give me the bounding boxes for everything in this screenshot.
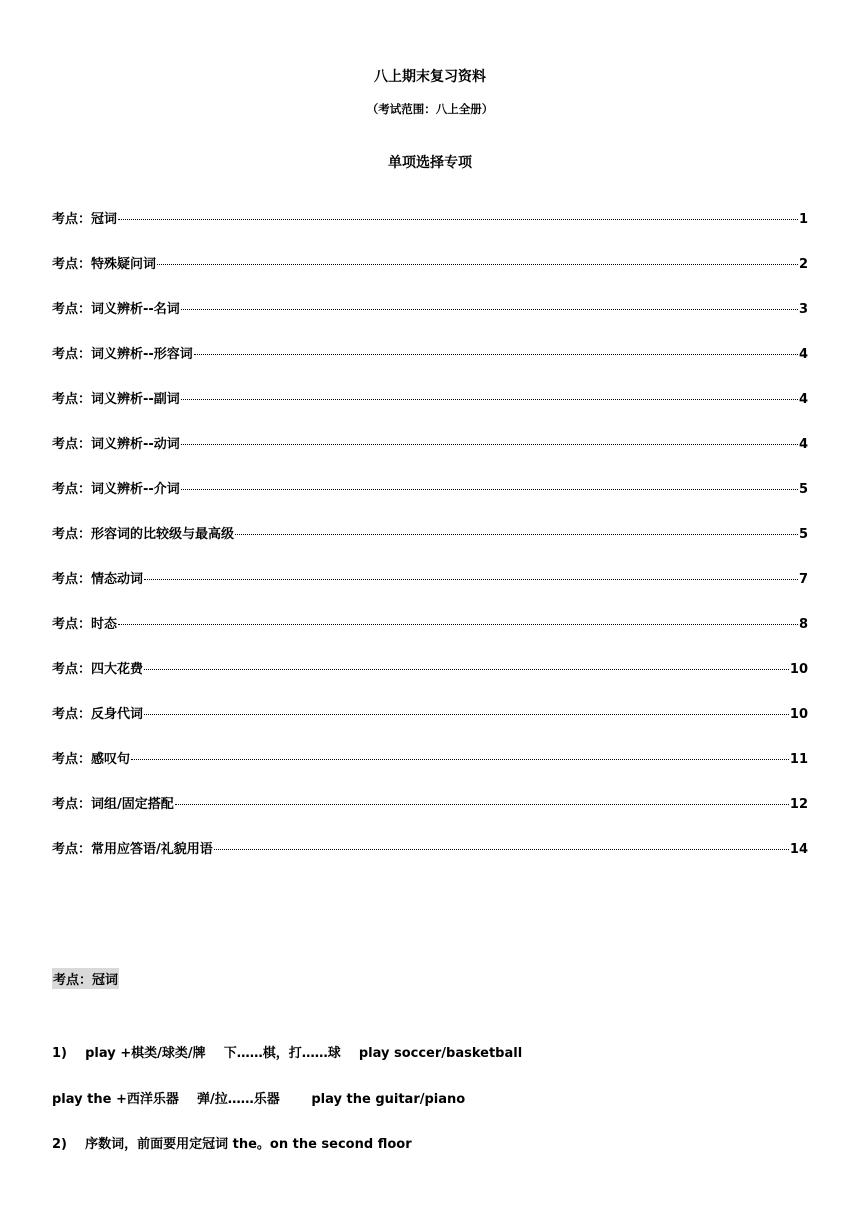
- toc-entry[interactable]: [52, 298, 808, 343]
- toc-page-number: 4: [798, 347, 808, 362]
- toc-entry-label: 考点：词义辨析--动词: [52, 437, 180, 452]
- toc-dot-leader: [144, 714, 789, 715]
- toc-entry[interactable]: [52, 388, 808, 433]
- toc-dot-leader: [181, 444, 798, 445]
- document-title: 八上期末复习资料: [374, 69, 486, 85]
- toc-page-number: 12: [789, 797, 808, 812]
- toc-page-number: 5: [798, 527, 808, 542]
- toc-entry[interactable]: [52, 703, 808, 748]
- toc-dot-leader: [157, 264, 798, 265]
- toc-dot-leader: [118, 624, 798, 625]
- toc-entry[interactable]: [52, 478, 808, 523]
- toc-entry[interactable]: [52, 793, 808, 838]
- toc-page-number: 14: [789, 842, 808, 857]
- body-line: 1) play +棋类/球类/牌 下……棋，打……球 play soccer/basketball: [52, 1046, 523, 1061]
- toc-entry-label: 考点：形容词的比较级与最高级: [52, 527, 235, 542]
- body-line: 2) 序数词，前面要用定冠词 the。on the second floor: [52, 1137, 412, 1152]
- toc-page-number: 4: [798, 392, 808, 407]
- toc-dot-leader: [144, 669, 789, 670]
- toc-entry-label: 考点：感叹句: [52, 752, 131, 767]
- toc-dot-leader: [144, 579, 798, 580]
- toc-entry-label: 考点：四大花费: [52, 662, 144, 677]
- toc-entry-label: 考点：词义辨析--名词: [52, 302, 180, 317]
- toc-entry[interactable]: [52, 748, 808, 793]
- document-subtitle: （考试范围：八上全册）: [366, 102, 494, 116]
- toc-page-number: 7: [798, 572, 808, 587]
- toc-dot-leader: [181, 489, 798, 490]
- toc-page-number: 5: [798, 482, 808, 497]
- toc-entry-label: 考点：情态动词: [52, 572, 144, 587]
- toc-dot-leader: [181, 399, 798, 400]
- toc-page-number: 3: [798, 302, 808, 317]
- toc-entry[interactable]: [52, 838, 808, 883]
- toc-entry[interactable]: [52, 613, 808, 658]
- toc-page-number: 10: [789, 707, 808, 722]
- toc-dot-leader: [181, 309, 798, 310]
- toc-entry[interactable]: [52, 208, 808, 253]
- toc-entry[interactable]: [52, 433, 808, 478]
- toc-entry-label: 考点：冠词: [52, 212, 118, 227]
- toc-dot-leader: [118, 219, 798, 220]
- toc-entry-label: 考点：词义辨析--形容词: [52, 347, 193, 362]
- toc-dot-leader: [194, 354, 798, 355]
- toc-entry[interactable]: [52, 253, 808, 298]
- toc-entry-label: 考点：时态: [52, 617, 118, 632]
- table-of-contents: [52, 208, 808, 883]
- toc-entry-label: 考点：词义辨析--介词: [52, 482, 180, 497]
- toc-page-number: 8: [798, 617, 808, 632]
- toc-dot-leader: [235, 534, 798, 535]
- toc-entry-label: 考点：常用应答语/礼貌用语: [52, 842, 213, 857]
- topic-heading: 考点：冠词: [52, 968, 119, 989]
- toc-entry[interactable]: [52, 658, 808, 703]
- toc-entry-label: 考点：词义辨析--副词: [52, 392, 180, 407]
- body-line: play the +西洋乐器 弹/拉……乐器 play the guitar/piano: [52, 1092, 466, 1107]
- toc-page-number: 11: [789, 752, 808, 767]
- toc-page-number: 1: [798, 212, 808, 227]
- toc-entry-label: 考点：反身代词: [52, 707, 144, 722]
- toc-page-number: 4: [798, 437, 808, 452]
- toc-entry-label: 考点：词组/固定搭配: [52, 797, 174, 812]
- section-title: 单项选择专项: [388, 155, 472, 171]
- toc-entry[interactable]: [52, 568, 808, 613]
- toc-dot-leader: [175, 804, 789, 805]
- toc-page-number: 2: [798, 257, 808, 272]
- toc-entry[interactable]: [52, 523, 808, 568]
- toc-entry[interactable]: [52, 343, 808, 388]
- toc-dot-leader: [131, 759, 789, 760]
- toc-dot-leader: [214, 849, 789, 850]
- toc-entry-label: 考点：特殊疑问词: [52, 257, 157, 272]
- toc-page-number: 10: [789, 662, 808, 677]
